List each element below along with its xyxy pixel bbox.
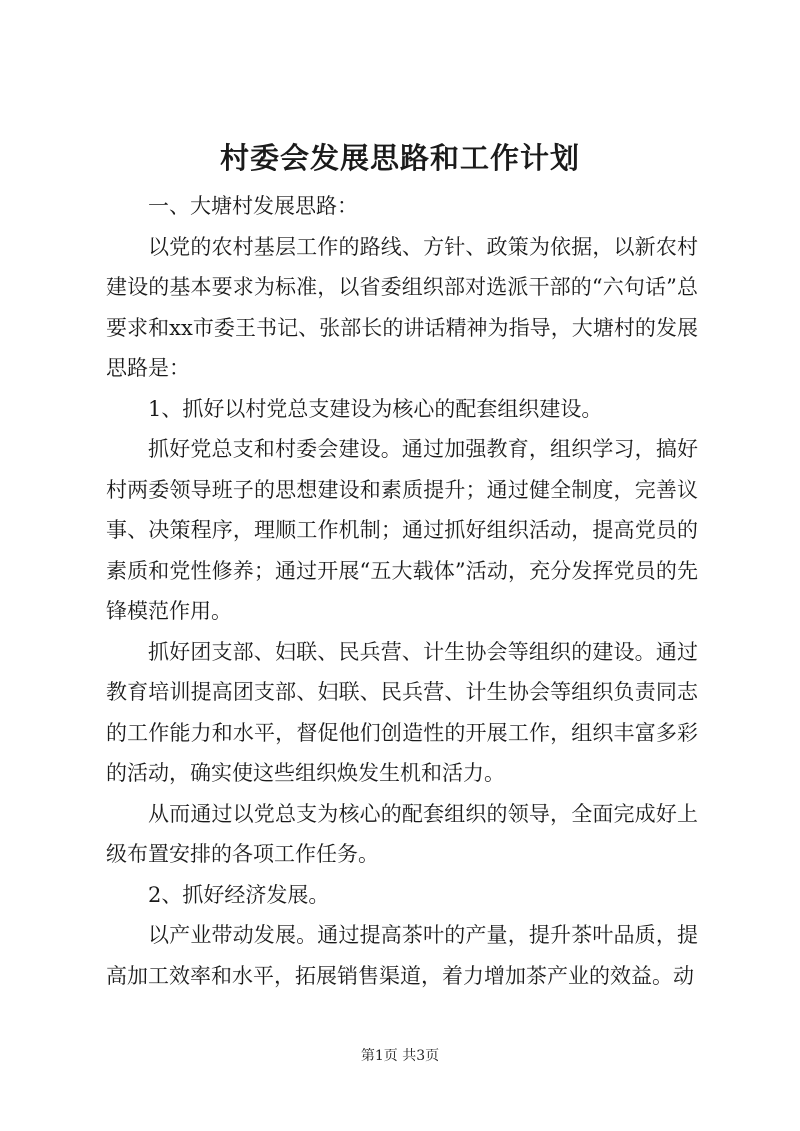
document-body — [106, 186, 698, 996]
subsection-heading: 2、抓好经济发展。 — [148, 882, 330, 907]
body-paragraph: 以党的农村基层工作的路线、方针、政策为依据，以新农村建设的基本要求为标准，以省委组织部对选派干部的“六句话”总要求和xx市委王书记、张部长的讲话精神为指导，大塘村的发展思路是： — [106, 234, 698, 380]
body-paragraph: 以产业带动发展。通过提高茶叶的产量，提升茶叶品质，提高加工效率和水平，拓展销售渠道，着力增加茶产业的效益。动 — [106, 923, 698, 988]
document-title: 村委会发展思路和工作计划 — [219, 141, 580, 175]
body-paragraph: 抓好团支部、妇联、民兵营、计生协会等组织的建设。通过教育培训提高团支部、妇联、民兵营、计生协会等组织负责同志的工作能力和水平，督促他们创造性的开展工作，组织丰富多彩的活动，确实使这些组织焕发生机和活力。 — [106, 639, 698, 785]
page-footer: 第1页 共3页 — [360, 1048, 440, 1064]
subsection-heading: 1、抓好以村党总支建设为核心的配套组织建设。 — [148, 396, 603, 421]
body-paragraph: 从而通过以党总支为核心的配套组织的领导，全面完成好上级布置安排的各项工作任务。 — [106, 801, 698, 866]
body-paragraph: 抓好党总支和村委会建设。通过加强教育，组织学习，搞好村两委领导班子的思想建设和素质提升；通过健全制度，完善议事、决策程序，理顺工作机制；通过抓好组织活动，提高党员的素质和党性修养；通过开展“五大载体”活动，充分发挥党员的先锋模范作用。 — [106, 437, 698, 623]
section-heading: 一、大塘村发展思路： — [148, 194, 358, 218]
